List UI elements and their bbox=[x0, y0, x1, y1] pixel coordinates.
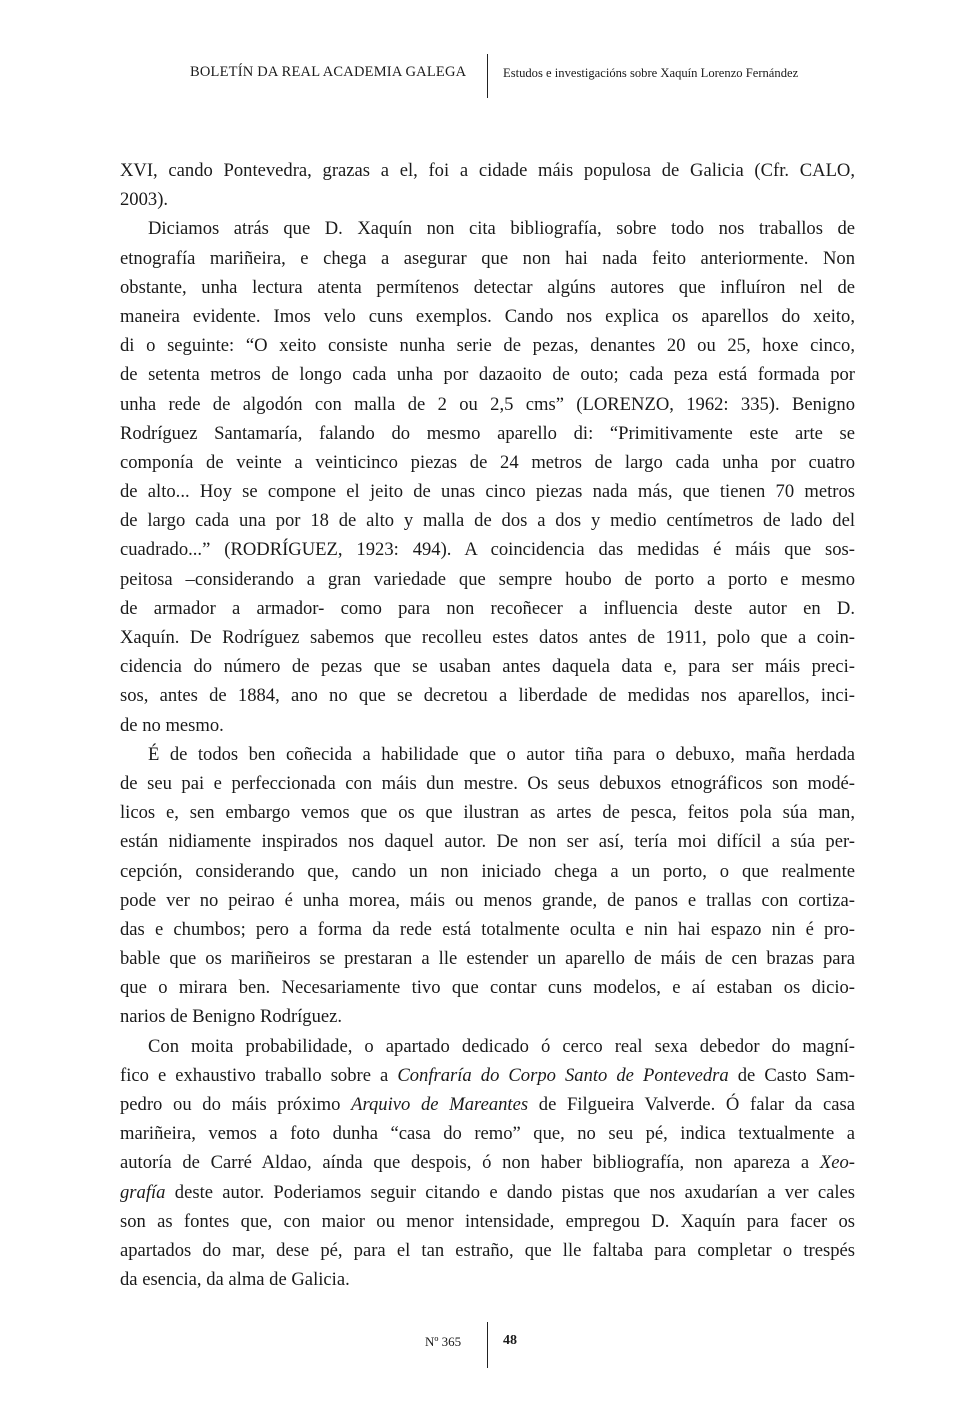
text-segment: licos e, sen embargo vemos que os que ilustran as artes de pesca, feitos pola súa man, bbox=[120, 802, 855, 824]
text-segment: cidencia do número de pezas que se usaban antes daquela data e, para ser máis preci- bbox=[120, 656, 855, 678]
text-segment: cuadrado...” (RODRÍGUEZ, 1923: 494). A coincidencia das medidas é máis que sos- bbox=[120, 539, 855, 561]
text-line bbox=[120, 827, 855, 856]
text-line bbox=[120, 1178, 855, 1207]
text-line bbox=[120, 1061, 855, 1090]
text-line bbox=[120, 273, 855, 302]
page-number: 48 bbox=[503, 1333, 517, 1348]
text-line bbox=[120, 390, 855, 419]
text-line bbox=[120, 448, 855, 477]
text-segment: sos, antes de 1884, ano no que se decretou a liberdade de medidas nos aparellos, inci- bbox=[120, 685, 855, 707]
text-segment: das e chumbos; pero a forma da rede está totalmente oculta e nin hai espazo nin é pro- bbox=[120, 918, 855, 940]
paragraph bbox=[120, 214, 855, 739]
footer-divider bbox=[487, 1322, 488, 1368]
text-segment: obstante, unha lectura atenta permítenos detectar algúns autores que influíron nel de bbox=[120, 276, 855, 298]
text-segment: de no mesmo. bbox=[120, 714, 224, 736]
text-line bbox=[120, 681, 855, 710]
text-line bbox=[120, 623, 855, 652]
text-segment: unha rede de algodón con malla de 2 ou 2,5 cms” (LORENZO, 1962: 335). Benigno bbox=[120, 393, 855, 415]
text-line bbox=[120, 477, 855, 506]
text-segment: Con moita probabilidade, o apartado dedicado ó cerco real sexa debedor do magní- bbox=[148, 1035, 855, 1057]
text-segment: di o seguinte: “O xeito consiste nunha serie de pezas, denantes 20 ou 25, hoxe cinco, bbox=[120, 335, 855, 357]
italic-title: Confraría do Corpo Santo de Pontevedra bbox=[397, 1064, 729, 1086]
text-segment: que o mirara ben. Necesariamente tivo que contar cuns modelos, e aí estaban os dicio- bbox=[120, 977, 855, 999]
text-line bbox=[120, 244, 855, 273]
text-segment: de largo cada una por 18 de alto y malla de dos a dos y medio centímetros de lado del bbox=[120, 510, 855, 532]
text-line bbox=[120, 886, 855, 915]
text-segment: apartados do mar, dese pé, para el tan estraño, que lle faltaba para completar o trespés bbox=[120, 1239, 855, 1261]
text-line bbox=[120, 769, 855, 798]
text-segment: maneira evidente. Imos velo cuns exemplos. Cando nos explica os aparellos do xeito, bbox=[120, 305, 855, 327]
text-segment: Rodríguez Santamaría, falando do mesmo aparello di: “Primitivamente este arte se bbox=[120, 422, 855, 444]
paragraph bbox=[120, 1032, 855, 1295]
text-line bbox=[120, 1148, 855, 1177]
text-segment: etnografía mariñeira, e chega a asegurar que non hai nada feito anteriormente. Non bbox=[120, 247, 855, 269]
text-line bbox=[120, 185, 855, 214]
text-line bbox=[120, 740, 855, 769]
text-segment: de seu pai e perfeccionada con máis dun mestre. Os seus debuxos etnográficos son modé- bbox=[120, 772, 855, 794]
text-segment: É de todos ben coñecida a habilidade que o autor tiña para o debuxo, maña herdada bbox=[148, 743, 855, 765]
italic-title: grafía bbox=[120, 1181, 166, 1203]
header-divider bbox=[487, 54, 488, 98]
journal-title: BOLETÍN DA REAL ACADEMIA GALEGA bbox=[190, 64, 467, 80]
text-segment: autoría de Carré Aldao, aínda que despois, ó non haber bibliografía, non apareza a bbox=[120, 1152, 820, 1174]
text-segment: componía de veinte a veinticinco piezas de 24 metros de largo cada unha por cuatro bbox=[120, 451, 855, 473]
text-line bbox=[120, 1236, 855, 1265]
text-segment: 2003). bbox=[120, 189, 169, 211]
text-line bbox=[120, 535, 855, 564]
text-line bbox=[120, 652, 855, 681]
italic-title: Xeo- bbox=[819, 1152, 855, 1174]
text-line bbox=[120, 798, 855, 827]
paragraph bbox=[120, 156, 855, 214]
text-line bbox=[120, 1265, 855, 1294]
text-segment: de setenta metros de longo cada unha por dazaoito de outo; cada peza está formada por bbox=[120, 364, 855, 386]
text-segment: pode ver no peirao é unha morea, máis ou menos grande, de panos e trallas con cortiza- bbox=[120, 889, 855, 911]
text-segment: Diciamos atrás que D. Xaquín non cita bibliografía, sobre todo nos traballos de bbox=[148, 218, 855, 240]
text-line bbox=[120, 506, 855, 535]
text-line bbox=[120, 156, 855, 185]
text-segment: de armador a armador- como para non recoñecer a influencia deste autor en D. bbox=[120, 597, 855, 619]
text-line bbox=[120, 594, 855, 623]
text-line bbox=[120, 1032, 855, 1061]
text-segment: peitosa –considerando a gran variedade que sempre houbo de porto a porto e mesmo bbox=[120, 568, 855, 590]
text-line bbox=[120, 1207, 855, 1236]
text-segment: deste autor. Poderiamos seguir citando e dando pistas que nos axudarían a ver cales bbox=[165, 1181, 855, 1203]
text-line bbox=[120, 1119, 855, 1148]
text-line bbox=[120, 419, 855, 448]
text-line bbox=[120, 711, 855, 740]
text-segment: bable que os mariñeiros se prestaran a lle estender un aparello de máis de cen brazas para bbox=[120, 948, 855, 970]
text-segment: fico e exhaustivo traballo sobre a bbox=[120, 1064, 398, 1086]
text-line bbox=[120, 214, 855, 243]
text-line bbox=[120, 1002, 855, 1031]
italic-title: Arquivo de Mareantes bbox=[351, 1094, 529, 1115]
issue-number: Nº 365 bbox=[425, 1334, 462, 1349]
text-segment: Xaquín. De Rodríguez sabemos que recolleu estes datos antes de 1911, polo que a coin- bbox=[120, 627, 855, 648]
text-segment: de alto... Hoy se compone el jeito de unas cinco piezas nada más, que tienen 70 metros bbox=[120, 481, 855, 503]
text-line bbox=[120, 331, 855, 360]
text-segment: de Casto Sam- bbox=[728, 1064, 855, 1086]
text-line bbox=[120, 302, 855, 331]
text-segment: de Filgueira Valverde. Ó falar da casa bbox=[528, 1094, 855, 1115]
article-body bbox=[120, 156, 855, 1294]
text-segment: mariñeira, vemos a foto dunha “casa do remo” que, no seu pé, indica textualmente a bbox=[120, 1123, 855, 1145]
text-line bbox=[120, 944, 855, 973]
text-line bbox=[120, 565, 855, 594]
text-segment: están nidiamente inspirados nos daquel autor. De non ser así, tería moi difícil a súa per- bbox=[120, 831, 855, 853]
section-title: Estudos e investigacións sobre Xaquín Lorenzo Fernández bbox=[503, 66, 799, 80]
text-line bbox=[120, 915, 855, 944]
text-segment: pedro ou do máis próximo bbox=[120, 1094, 352, 1115]
text-line bbox=[120, 1090, 855, 1119]
text-segment: da esencia, da alma de Galicia. bbox=[120, 1269, 350, 1291]
text-line bbox=[120, 973, 855, 1002]
text-line bbox=[120, 857, 855, 886]
text-segment: narios de Benigno Rodríguez. bbox=[120, 1006, 343, 1028]
text-segment: son as fontes que, con maior ou menor intensidade, empregou D. Xaquín para facer os bbox=[120, 1210, 855, 1232]
text-segment: XVI, cando Pontevedra, grazas a el, foi a cidade máis populosa de Galicia (Cfr. CALO, bbox=[120, 160, 855, 181]
paragraph bbox=[120, 740, 855, 1032]
text-segment: cepción, considerando que, cando un non iniciado chega a un porto, o que realmente bbox=[120, 860, 855, 882]
text-line bbox=[120, 360, 855, 389]
